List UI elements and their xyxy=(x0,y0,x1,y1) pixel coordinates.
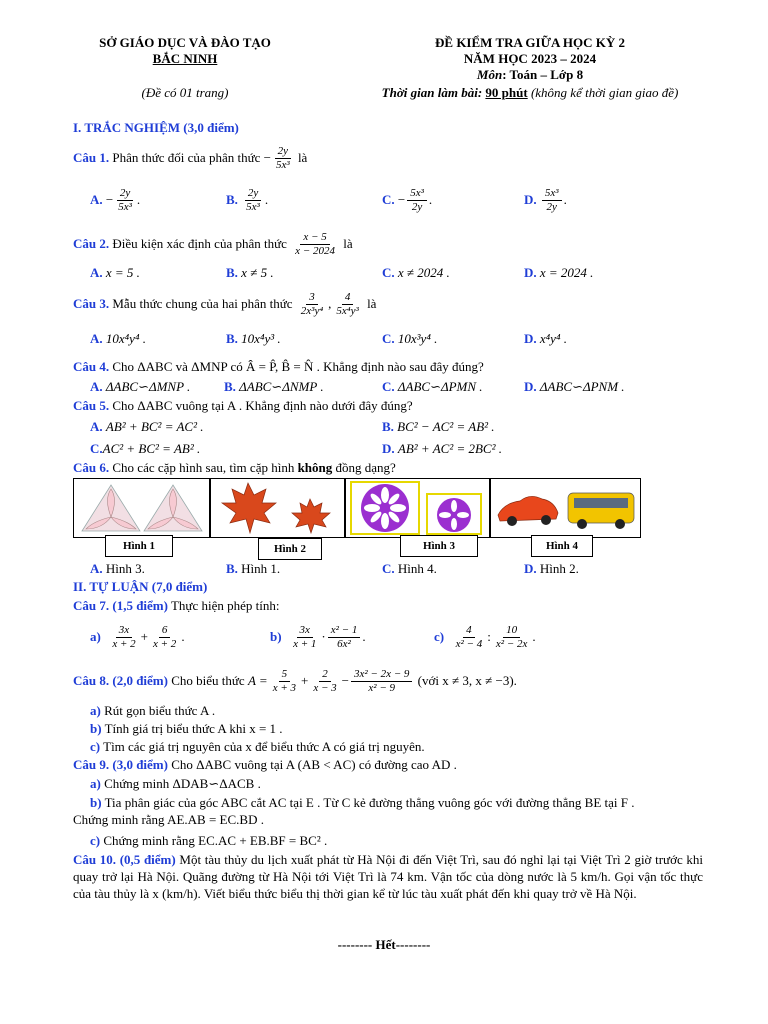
q2-option-b[interactable]: B. x ≠ 5 . xyxy=(226,265,274,280)
q5-option-d[interactable]: D. AB² + AC² = 2BC² . xyxy=(382,441,502,456)
q7-label: Câu 7. (1,5 điểm) xyxy=(73,598,168,613)
question-7 xyxy=(73,598,279,614)
question-5 xyxy=(73,398,413,414)
q5-option-a[interactable]: A. AB² + BC² = AC² . xyxy=(90,419,204,434)
q2-option-d[interactable]: D. x = 2024 . xyxy=(524,265,594,280)
q9-part-a: a) Chứng minh ΔDAB∽ΔACB . xyxy=(90,776,261,791)
q8-condition: (với x ≠ 3, x ≠ −3). xyxy=(417,673,517,688)
pages-note: (Đề có 01 trang) xyxy=(141,85,229,100)
q6-option-b[interactable]: B. Hình 1. xyxy=(226,561,281,576)
q9-part-c: c) Chứng minh rằng EC.AC + EB.BF = BC² . xyxy=(90,833,328,848)
figure-4-vehicles xyxy=(489,478,641,538)
figure-1-triangles xyxy=(73,478,211,538)
department-line1: SỞ GIÁO DỤC VÀ ĐÀO TẠO xyxy=(99,35,271,50)
section-1-title: I. TRẮC NGHIỆM (3,0 điểm) xyxy=(73,120,239,135)
q7-text: Thực hiện phép tính: xyxy=(170,598,280,613)
q7-part-a: a) $\frac{3x}{x + 2}$ + $\frac{6}{x + 2}$ . xyxy=(90,623,185,650)
q8-part-b: b) Tính giá trị biểu thức A khi x = 1 . xyxy=(90,721,283,736)
q2-text: Điều kiện xác định của phân thức xyxy=(112,236,287,251)
q4-text: Cho ΔABC và ΔMNP có Â = P̂, B̂ = N̂ . Khẳng định nào sau đây đúng? xyxy=(112,359,484,374)
time-label: Thời gian làm bài: xyxy=(381,85,483,100)
q7-part-c: c) $\frac{4}{\text{x² − 4}}$ : $\frac{10}{\text{x² − 2x}}$ . xyxy=(434,623,536,650)
q6-text: Cho các cặp hình sau, tìm cặp hình xyxy=(112,460,295,475)
end-marker: -------- Hết-------- xyxy=(337,937,431,952)
q4-option-d[interactable]: D. ΔABC∽ΔPNM . xyxy=(524,379,625,394)
figure-2-leaves xyxy=(209,478,346,538)
question-3: Câu 3. Mẫu thức chung của hai phân thức $\frac{3}{\text{2x³y⁴}}$ , $\frac{4}{\text{5x⁴y³}}$ là xyxy=(73,290,377,317)
q2-label: Câu 2. xyxy=(73,236,110,251)
q10-text: Một tàu thủy du lịch xuất phát từ Hà Nội đi đến Việt Trì, sau đó nghỉ lại tại Việt Trì 2 giờ trước khi quay trở lại Hà Nội. Quãng đường từ Hà Nội tới Việt Trì là 74 km. Vận tốc của dòng nước là 5 km/h. Gọi vận tốc thực của tàu thủy là x (km/h). Viết biểu thức biểu thị thời gian kể từ lúc tàu xuất phát đến khi quay trở về Hà Nội. xyxy=(73,852,704,901)
q6-text-end: đồng dạng? xyxy=(335,460,396,475)
q1-option-b[interactable]: B. $\frac{2y}{\text{5x³}}$ . xyxy=(226,186,269,213)
q5-label: Câu 5. xyxy=(73,398,110,413)
time-value: 90 phút xyxy=(485,85,528,100)
q2-option-c[interactable]: C. x ≠ 2024 . xyxy=(382,265,450,280)
q5-text: Cho ΔABC vuông tại A . Khẳng định nào dưới đây đúng? xyxy=(112,398,413,413)
q1-option-a[interactable]: A. − $\frac{2y}{\text{5x³}}$ . xyxy=(90,186,141,213)
figure-1-caption: Hình 1 xyxy=(105,535,173,557)
q1-tail: là xyxy=(297,150,308,165)
question-1: Câu 1. Phân thức đối của phân thức − $\frac{2y}{\text{5x³}}$ là xyxy=(73,144,308,171)
question-8: Câu 8. (2,0 điểm) Cho biểu thức A = $\frac{5}{x + 3}$ + $\frac{2}{x - 3}$ − $\frac{\text{3x² − 2x − 9}}{\text{x² − 9}}$ (với x ≠ 3, x ≠ −3). xyxy=(73,667,517,694)
q4-option-c[interactable]: C. ΔABC∽ΔPMN . xyxy=(382,379,483,394)
q9-part-b: b) Tia phân giác của góc ABC cắt AC tại E . Từ C kẻ đường thẳng vuông góc với đường thẳng BE tại F . xyxy=(90,795,635,810)
question-6 xyxy=(73,460,396,476)
q6-option-a[interactable]: A. Hình 3. xyxy=(90,561,145,576)
q4-label: Câu 4. xyxy=(73,359,110,374)
q9-text: Cho ΔABC vuông tại A (AB < AC) có đường cao AD . xyxy=(171,757,457,772)
time-line xyxy=(340,85,720,101)
exam-title: ĐỀ KIỂM TRA GIỮA HỌC KỲ 2 xyxy=(435,35,625,50)
q1-option-c[interactable]: C. − $\frac{\text{5x³}}{2y}$ . xyxy=(382,186,433,213)
q3-label: Câu 3. xyxy=(73,296,110,311)
q3-option-d[interactable]: D. x⁴y⁴ . xyxy=(524,331,567,346)
question-4 xyxy=(73,359,484,375)
q8-text: Cho biểu thức xyxy=(171,673,245,688)
q1-option-d[interactable]: D. $\frac{\text{5x³}}{2y}$ . xyxy=(524,186,567,213)
q4-option-b[interactable]: B. ΔABC∽ΔNMP . xyxy=(224,379,324,394)
q1-label: Câu 1. xyxy=(73,150,110,165)
q3-option-b[interactable]: B. 10x⁴y³ . xyxy=(226,331,281,346)
q7-part-b: b) $\frac{3x}{x + 1}$ · $\frac{\text{x² − 1}}{\text{6x²}}$ . xyxy=(270,623,366,650)
subject-label: Môn xyxy=(476,67,503,82)
q3-text: Mẫu thức chung của hai phân thức xyxy=(112,296,293,311)
q2-fraction: $\frac{x - 5}{x - 2024}$ xyxy=(295,230,335,257)
figure-3-circles xyxy=(344,478,491,538)
time-note: (không kể thời gian giao đề) xyxy=(530,85,679,100)
figure-4-caption: Hình 4 xyxy=(531,535,593,557)
q6-option-c[interactable]: C. Hình 4. xyxy=(382,561,437,576)
q2-option-a[interactable]: A. x = 5 . xyxy=(90,265,140,280)
q9-part-b-line2: Chứng minh rằng AE.AB = EC.BD . xyxy=(73,812,264,827)
q8-label: Câu 8. (2,0 điểm) xyxy=(73,673,168,688)
figure-3-caption: Hình 3 xyxy=(400,535,478,557)
q6-label: Câu 6. xyxy=(73,460,110,475)
q10-label: Câu 10. (0,5 điểm) xyxy=(73,852,176,867)
question-9 xyxy=(73,757,457,773)
q1-fraction: $\frac{2y}{\text{5x³}}$ xyxy=(276,144,290,171)
figure-2-caption: Hình 2 xyxy=(258,538,322,560)
section-2-title: II. TỰ LUẬN (7,0 điểm) xyxy=(73,579,208,594)
q8-part-a: a) Rút gọn biểu thức A . xyxy=(90,703,216,718)
q6-text-bold: không xyxy=(297,460,333,475)
department-line2: BẮC NINH xyxy=(152,51,218,66)
question-10 xyxy=(73,851,703,902)
subject-line xyxy=(350,67,710,83)
q6-option-d[interactable]: D. Hình 2. xyxy=(524,561,579,576)
q3-option-a[interactable]: A. 10x⁴y⁴ . xyxy=(90,331,146,346)
q8-part-c: c) Tìm các giá trị nguyên của x để biểu thức A có giá trị nguyên. xyxy=(90,739,425,754)
q4-option-a[interactable]: A. ΔABC∽ΔMNP . xyxy=(90,379,191,394)
school-year: NĂM HỌC 2023 – 2024 xyxy=(463,51,597,66)
q5-option-c[interactable]: C.AC² + BC² = AB² . xyxy=(90,441,201,456)
question-2: Câu 2. Điều kiện xác định của phân thức $\frac{x - 5}{x - 2024}$ là xyxy=(73,230,353,257)
q9-label: Câu 9. (3,0 điểm) xyxy=(73,757,168,772)
subject-value: : Toán – Lớp 8 xyxy=(502,67,584,82)
q5-option-b[interactable]: B. BC² − AC² = AB² . xyxy=(382,419,495,434)
q3-option-c[interactable]: C. 10x³y⁴ . xyxy=(382,331,438,346)
q1-text: Phân thức đối của phân thức xyxy=(112,150,261,165)
